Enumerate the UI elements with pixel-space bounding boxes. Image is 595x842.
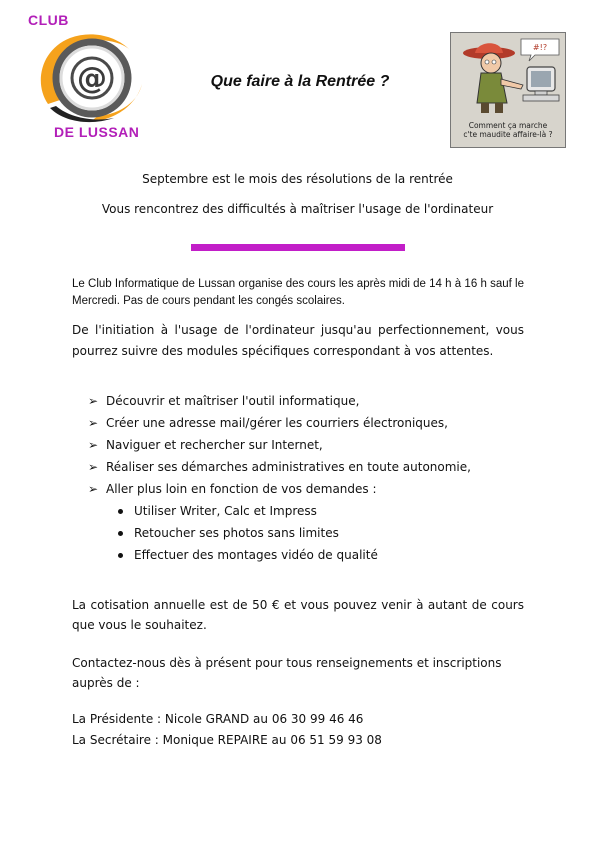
list-item — [88, 478, 471, 500]
sub-list-container — [88, 500, 471, 566]
arrow-bullet-icon: ➢ — [88, 416, 99, 430]
cartoon-caption-line-2: c'te maudite affaire-là ? — [463, 130, 553, 139]
club-logo — [24, 8, 154, 148]
list-item-text: Découvrir et maîtriser l'outil informatique, — [106, 394, 360, 408]
list-item — [88, 434, 471, 456]
list-item — [88, 456, 471, 478]
topics-list — [88, 390, 471, 566]
sub-list-item — [88, 544, 471, 566]
contact-president: La Présidente : Nicole GRAND au 06 30 99 46 46 — [72, 712, 364, 726]
arrow-bullet-icon: ➢ — [88, 460, 99, 474]
club-paragraph-rest: organise des cours les après midi de 14 h à 16 h sauf le Mercredi. Pas de cours pendant les congés scolaires. — [72, 278, 524, 307]
club-name: Le Club Informatique de Lussan — [72, 278, 236, 290]
sub-list-item-text: Utiliser Writer, Calc et Impress — [134, 504, 317, 518]
arrow-bullet-icon: ➢ — [88, 438, 99, 452]
intro-line-2: Vous rencontrez des difficultés à maîtriser l'usage de l'ordinateur — [101, 202, 494, 216]
sub-list-item — [88, 500, 471, 522]
modules-paragraph: De l'initiation à l'usage de l'ordinateur jusqu'au perfectionnement, vous pourrez suivre des modules spécifiques correspondant à vos attentes. — [72, 323, 524, 358]
list-item-text: Réaliser ses démarches administratives en toute autonomie, — [106, 460, 471, 474]
contact-secretary: La Secrétaire : Monique REPAIRE au 06 51 59 93 08 — [72, 733, 382, 747]
club-paragraph — [72, 276, 524, 310]
fee-paragraph: La cotisation annuelle est de 50 € et vous pouvez venir à autant de cours que vous le souhaitez. — [72, 598, 524, 632]
cartoon-caption-line-1: Comment ça marche — [468, 121, 548, 130]
svg-text:#!?: #!? — [532, 43, 548, 52]
logo-lussan-text: DE LUSSAN — [54, 124, 140, 140]
dot-bullet-icon — [118, 531, 123, 536]
cartoon-image — [450, 32, 566, 148]
list-item — [88, 412, 471, 434]
sub-list-item — [88, 522, 471, 544]
svg-text:@: @ — [77, 61, 107, 96]
list-item-text: Naviguer et rechercher sur Internet, — [106, 438, 323, 452]
accent-divider — [191, 244, 405, 251]
contact-paragraph: Contactez-nous dès à présent pour tous renseignements et inscriptions auprès de : — [72, 656, 502, 690]
logo-club-text: CLUB — [28, 12, 69, 28]
dot-bullet-icon — [118, 553, 123, 558]
list-item-text: Créer une adresse mail/gérer les courriers électroniques, — [106, 416, 448, 430]
intro-line-1: Septembre est le mois des résolutions de la rentrée — [142, 172, 453, 186]
dot-bullet-icon — [118, 509, 123, 514]
list-item — [88, 390, 471, 412]
frustrated-user-cartoon-icon — [451, 33, 565, 117]
list-item-text: Aller plus loin en fonction de vos demandes : — [106, 482, 377, 496]
arrow-bullet-icon: ➢ — [88, 394, 99, 408]
sub-list-item-text: Retoucher ses photos sans limites — [134, 526, 339, 540]
at-sign-logo-icon — [30, 26, 148, 126]
page-title: Que faire à la Rentrée ? — [210, 73, 390, 90]
cartoon-caption — [453, 121, 563, 139]
sub-topics-list — [88, 500, 471, 566]
arrow-bullet-icon: ➢ — [88, 482, 99, 496]
sub-list-item-text: Effectuer des montages vidéo de qualité — [134, 548, 378, 562]
